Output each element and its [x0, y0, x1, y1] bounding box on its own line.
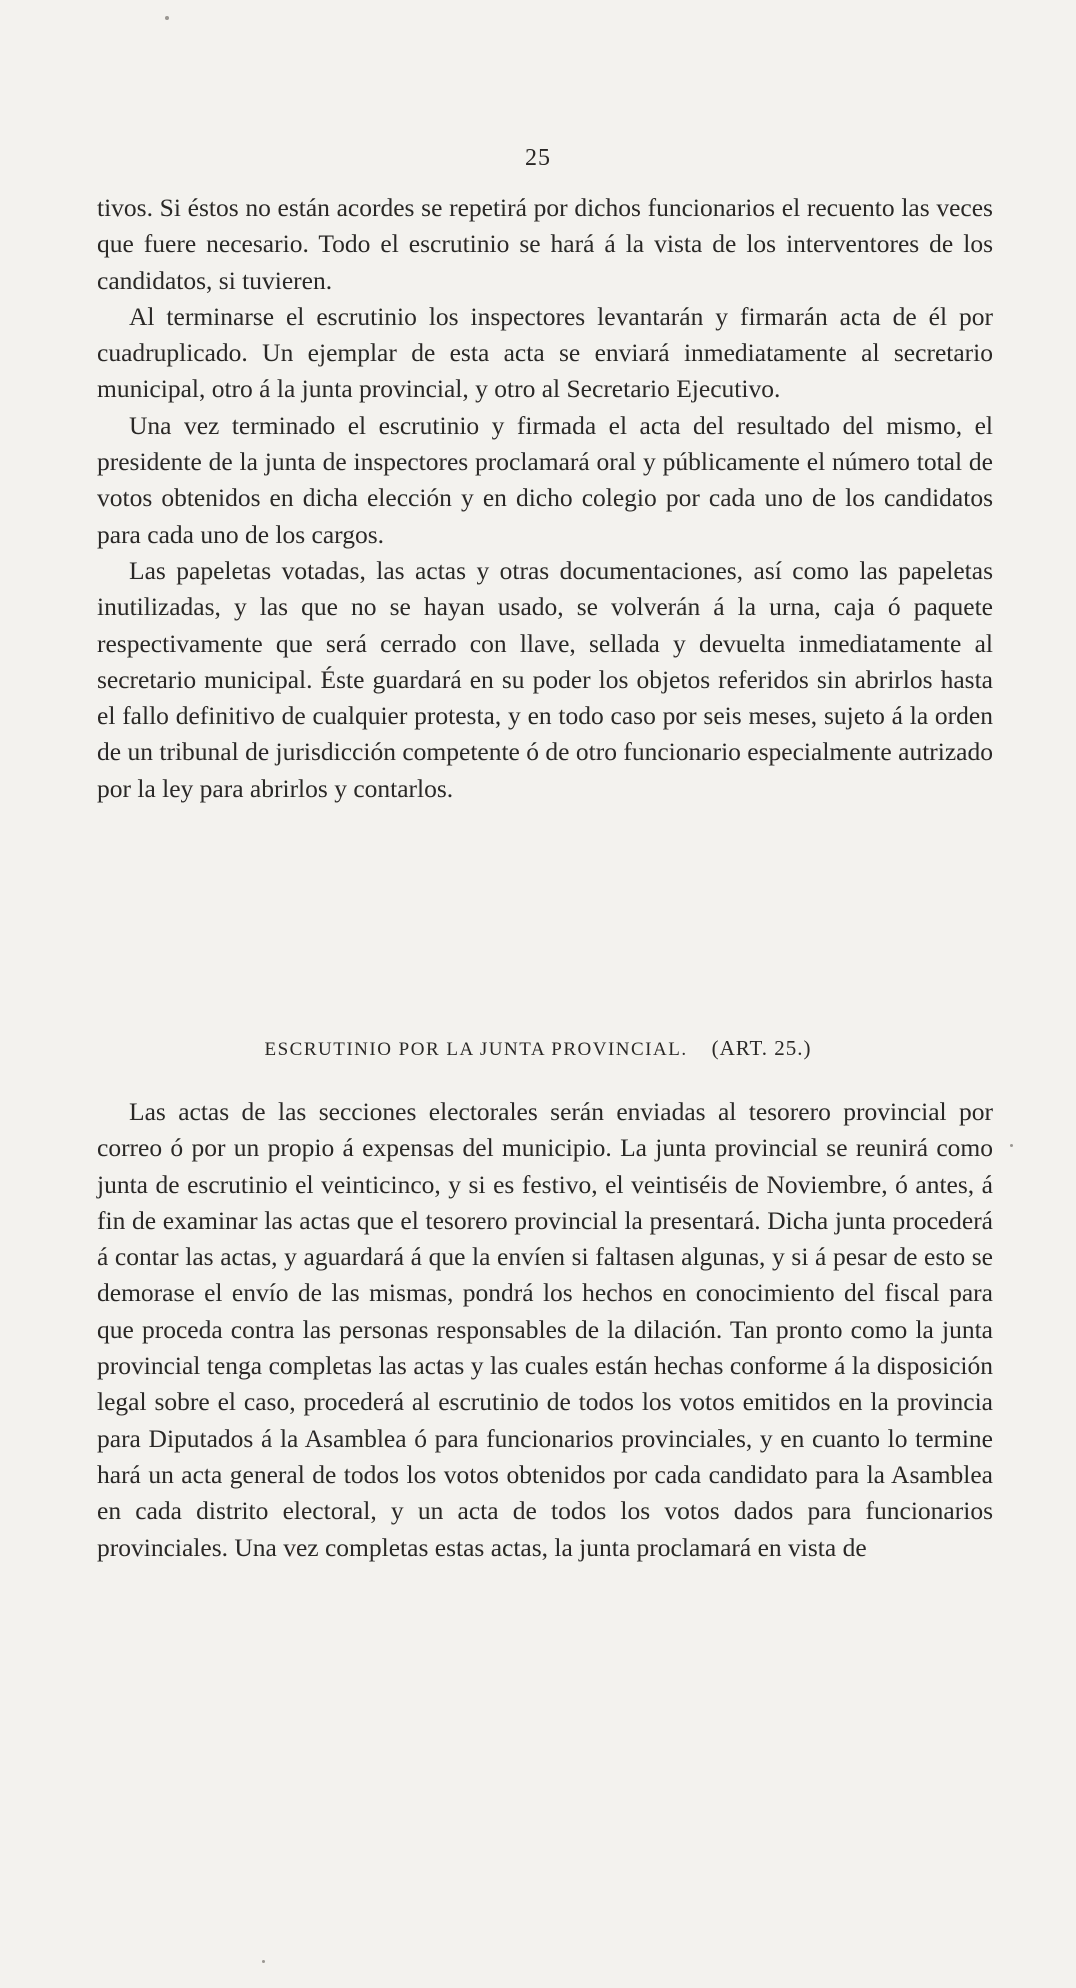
section-heading — [0, 1036, 1076, 1061]
text-block-bottom — [97, 1094, 993, 1566]
paper-speck — [165, 16, 169, 20]
paragraph: Al terminarse el escrutinio los inspectores levantarán y firmarán acta de él por cuadruplicado. Un ejemplar de esta acta se enviará inmediatamente al secretario municipal, otro á la junta provincial, y otro al Secretario Ejecutivo. — [97, 301, 993, 404]
paper-speck — [1010, 1144, 1013, 1147]
section-article: (ART. 25.) — [711, 1036, 812, 1060]
section-title: ESCRUTINIO POR LA JUNTA PROVINCIAL. — [264, 1039, 688, 1060]
page-number: 25 — [525, 145, 551, 171]
paragraph: Una vez terminado el escrutinio y firmada el acta del resultado del mismo, el presidente de la junta de inspectores proclamará oral y públicamente el número total de votos obtenidos en dicha elección y en dicho colegio por cada uno de los candidatos para cada uno de los cargos. — [97, 410, 993, 549]
paragraph: tivos. Si éstos no están acordes se repetirá por dichos funcionarios el recuento las veces que fuere necesario. Todo el escrutinio se hará á la vista de los interventores de los candidatos, si tuvieren. — [97, 193, 993, 295]
paragraph: Las actas de las secciones electorales serán enviadas al tesorero provincial por correo ó por un propio á expensas del municipio. La junta provincial se reunirá como junta de escrutinio el veinticinco, y si es festivo, el veintiséis de Noviembre, ó antes, á fin de examinar las actas que el tesorero provincial la presentará. Dicha junta procederá á contar las actas, y aguardará á que la envíen si faltasen algunas, y si á pesar de esto se demorase el envío de las mismas, pondrá los hechos en conocimiento del fiscal para que proceda contra las personas responsables de la dilación. Tan pronto como la junta provincial tenga completas las actas y las cuales están hechas conforme á la disposición legal sobre el caso, procederá al escrutinio de todos los votos emitidos en la provincia para Diputados á la Asamblea ó para funcionarios provinciales, y en cuanto lo termine hará un acta general de todos los votos obtenidos por cada candidato para la Asamblea en cada distrito electoral, y un acta de todos los votos dados para funcionarios provinciales. Una vez completas estas actas, la junta proclamará en vista de — [97, 1097, 993, 1562]
paragraph: Las papeletas votadas, las actas y otras documentaciones, así como las papeletas inutilizadas, y las que no se hayan usado, se volverán á la urna, caja ó paquete respectivamente que será cerrado con llave, sellada y devuelta inmediatamente al secretario municipal. Éste guardará en su poder los objetos referidos sin abrirlos hasta el fallo definitivo de cualquier protesta, y en todo caso por seis meses, sujeto á la orden de un tribunal de jurisdicción competente ó de otro funcionario especialmente autrizado por la ley para abrirlos y contarlos. — [97, 555, 993, 803]
text-block-top — [97, 190, 993, 807]
paper-speck — [262, 1960, 265, 1963]
